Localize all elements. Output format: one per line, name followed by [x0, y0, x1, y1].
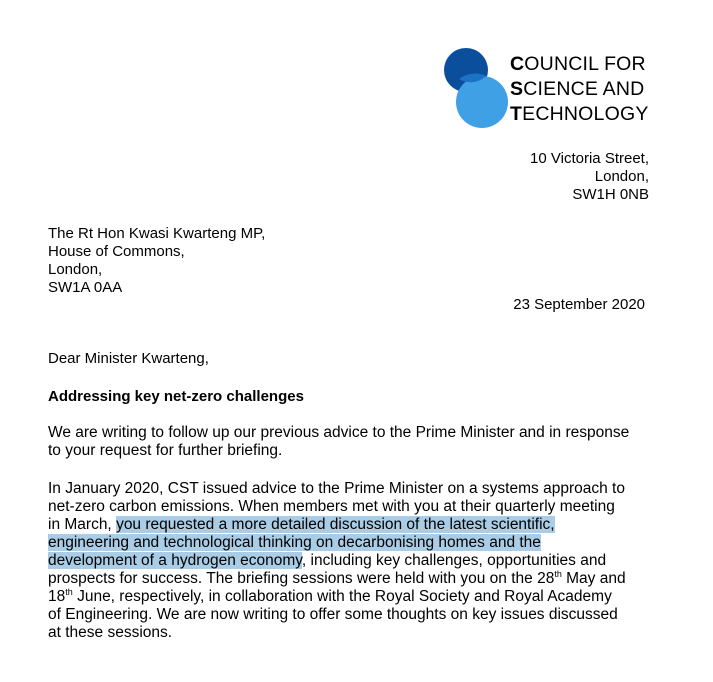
logo-line-3: ECHNOLOGY	[522, 103, 649, 125]
paragraph-line	[48, 516, 688, 534]
ordinal-suffix: th	[554, 568, 562, 579]
text-segment: June, respectively, in collaboration with the Royal Society and Royal Academy	[72, 588, 612, 605]
paragraph-line	[48, 588, 688, 606]
cst-logo	[442, 46, 712, 131]
highlighted-text[interactable]: development of a hydrogen economy	[48, 552, 302, 569]
text-segment: prospects for success. The briefing sessions were held with you on the 28	[48, 570, 555, 587]
letter-date: 23 September 2020	[513, 296, 645, 313]
paragraph-line	[48, 534, 688, 552]
subject-heading: Addressing key net-zero challenges	[48, 388, 304, 405]
text-segment: , including key challenges, opportunities and	[301, 552, 607, 569]
logo-wordmark	[510, 52, 649, 127]
paragraph-line: to your request for further briefing.	[48, 442, 283, 459]
sender-address-line: SW1H 0NB	[572, 186, 649, 203]
highlighted-text[interactable]: you requested a more detailed discussion of the latest scientific,	[116, 516, 555, 533]
logo-line-1: OUNCIL FOR	[524, 53, 646, 75]
recipient-address	[48, 225, 265, 297]
logo-cap-c: C	[510, 53, 525, 75]
paragraph-line	[48, 570, 688, 588]
paragraph-line	[48, 552, 688, 570]
text-segment: May and	[561, 570, 626, 587]
recipient-address-line: The Rt Hon Kwasi Kwarteng MP,	[48, 225, 266, 242]
salutation: Dear Minister Kwarteng,	[48, 350, 209, 367]
paragraph-line: In January 2020, CST issued advice to the Prime Minister on a systems approach to	[48, 480, 625, 497]
highlighted-text[interactable]: engineering and technological thinking on decarbonising homes and the	[48, 534, 541, 551]
sender-address-line: 10 Victoria Street,	[530, 150, 649, 167]
logo-light-circle	[456, 76, 508, 128]
paragraph-line: of Engineering. We are now writing to offer some thoughts on key issues discussed	[48, 606, 618, 623]
logo-line-2: CIENCE AND	[523, 78, 645, 100]
sender-address	[530, 150, 649, 204]
text-segment: in March,	[48, 516, 117, 533]
recipient-address-line: SW1A 0AA	[48, 279, 123, 296]
logo-cap-t: T	[510, 103, 523, 125]
text-segment: 18	[48, 588, 66, 605]
ordinal-suffix: th	[65, 586, 73, 597]
paragraph-line: at these sessions.	[48, 624, 173, 641]
recipient-address-line: House of Commons,	[48, 243, 185, 260]
paragraph-1	[48, 424, 688, 460]
recipient-address-line: London,	[48, 261, 103, 278]
sender-address-line: London,	[594, 168, 649, 185]
paragraph-2	[48, 480, 688, 642]
paragraph-line: We are writing to follow up our previous advice to the Prime Minister and in response	[48, 424, 630, 441]
paragraph-line: net-zero carbon emissions. When members met with you at their quarterly meeting	[48, 498, 615, 515]
logo-cap-s: S	[510, 78, 524, 100]
